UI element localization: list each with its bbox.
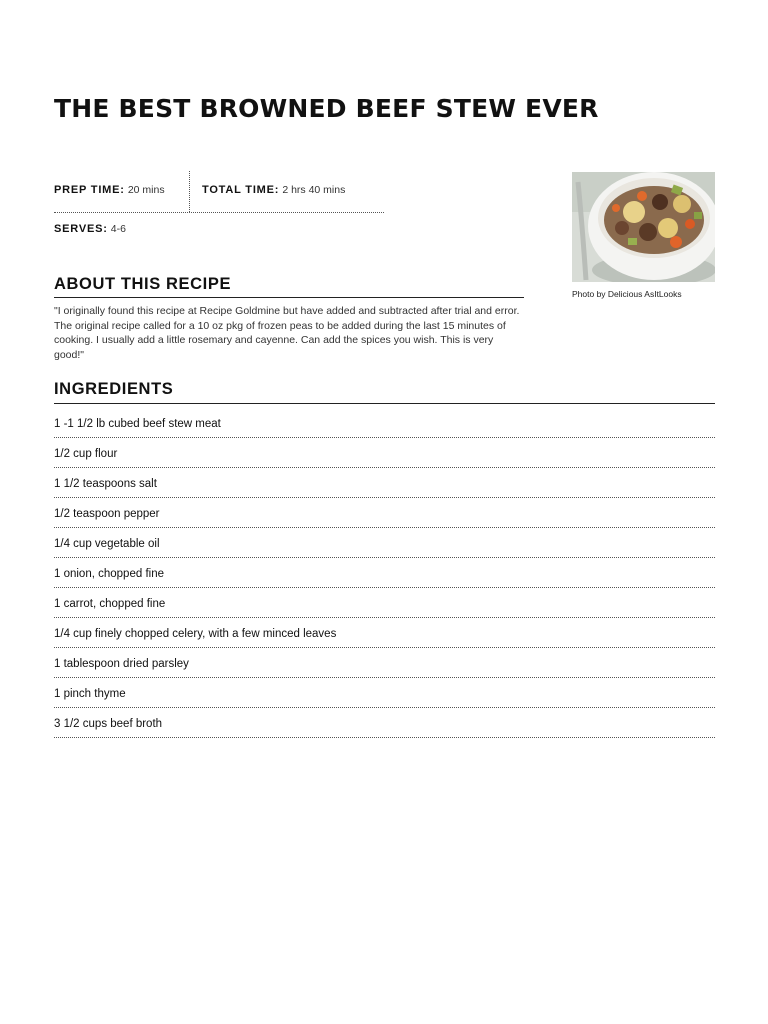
recipe-meta <box>54 171 384 213</box>
serves-label: SERVES: <box>54 223 108 235</box>
ingredient-item: 1 pinch thyme <box>54 678 715 708</box>
total-time-value: 2 hrs 40 mins <box>282 184 346 196</box>
about-heading: ABOUT THIS RECIPE <box>54 275 524 298</box>
ingredient-item: 3 1/2 cups beef broth <box>54 708 715 738</box>
ingredient-item: 1/2 cup flour <box>54 438 715 468</box>
ingredient-item: 1 tablespoon dried parsley <box>54 648 715 678</box>
ingredient-item: 1/4 cup finely chopped celery, with a few minced leaves <box>54 618 715 648</box>
ingredient-item: 1 1/2 teaspoons salt <box>54 468 715 498</box>
ingredient-item: 1 carrot, chopped fine <box>54 588 715 618</box>
ingredient-item: 1/2 teaspoon pepper <box>54 498 715 528</box>
ingredients-list <box>54 408 715 738</box>
prep-time-label: PREP TIME: <box>54 184 125 196</box>
meta-divider <box>189 171 190 212</box>
prep-time <box>54 184 165 196</box>
ingredient-item: 1/4 cup vegetable oil <box>54 528 715 558</box>
ingredient-item: 1 onion, chopped fine <box>54 558 715 588</box>
total-time-label: TOTAL TIME: <box>202 184 280 196</box>
recipe-title: THE BEST BROWNED BEEF STEW EVER <box>54 94 599 123</box>
serves-value: 4-6 <box>110 223 126 235</box>
about-text: "I originally found this recipe at Recipe Goldmine but have added and subtracted after trial and error. The original recipe called for a 10 oz pkg of frozen peas to be added during the last 15 minutes of cooking. I usually add a little rosemary and cayenne. Can add the spices you wish. This is very good!" <box>54 305 520 361</box>
ingredients-heading: INGREDIENTS <box>54 380 715 404</box>
ingredient-item: 1 -1 1/2 lb cubed beef stew meat <box>54 408 715 438</box>
serves <box>54 223 126 235</box>
photo-caption: Photo by Delicious AsItLooks <box>572 289 682 299</box>
recipe-photo <box>572 172 715 282</box>
prep-time-value: 20 mins <box>127 184 165 196</box>
total-time <box>202 184 345 196</box>
